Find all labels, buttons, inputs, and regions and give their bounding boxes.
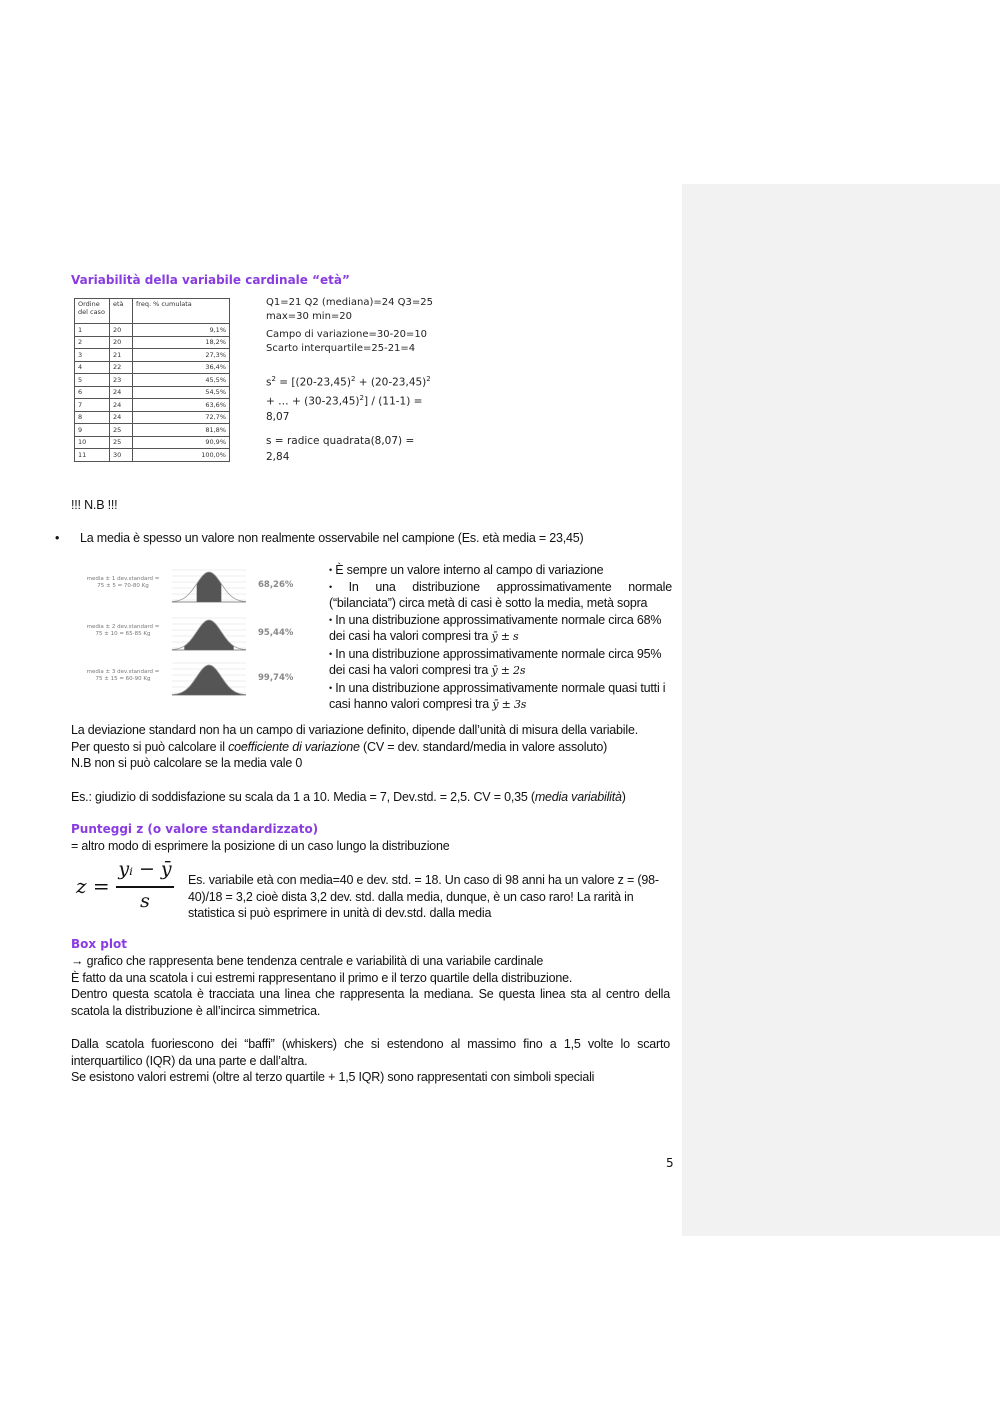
boxplot-paragraph-2 xyxy=(71,1036,670,1086)
table-row xyxy=(75,399,230,412)
table-header-row xyxy=(75,299,230,324)
range-text xyxy=(266,328,427,355)
table-cell: 25 xyxy=(110,436,133,449)
zscore-formula xyxy=(76,858,176,914)
table-row xyxy=(75,361,230,374)
chart-label xyxy=(84,576,162,590)
section-heading-boxplot: Box plot xyxy=(71,937,127,951)
table-row xyxy=(75,424,230,437)
bell-curve-area xyxy=(172,665,246,695)
chart-label-line: media ± 2 dev.standard = xyxy=(86,624,160,630)
section-heading-variability: Variabilità della variabile cardinale “età” xyxy=(71,273,350,287)
table-cell: 18,2% xyxy=(133,336,230,349)
normal-point: • In una distribuzione approssimativamente normale circa 95% dei casi ha valori compresi tra ȳ ± 2s xyxy=(329,646,662,677)
table-cell: 36,4% xyxy=(133,361,230,374)
bullet-mean-text: La media è spesso un valore non realmente osservabile nel campione (Es. età media = 23,45) xyxy=(80,531,584,545)
boxplot-paragraph xyxy=(71,953,670,1019)
table-cell: 72,7% xyxy=(133,411,230,424)
iqr-line: Scarto interquartile=25-21=4 xyxy=(266,342,416,354)
page-number: 5 xyxy=(666,1156,674,1170)
table-header: freq. % cumulata xyxy=(133,299,230,324)
maxmin-line: max=30 min=20 xyxy=(266,310,353,322)
bell-curve-graphic xyxy=(168,566,248,608)
table-row xyxy=(75,449,230,462)
table-cell: 1 xyxy=(75,324,110,337)
table-cell: 54,5% xyxy=(133,386,230,399)
table-cell: 81,8% xyxy=(133,424,230,437)
table-cell: 100,0% xyxy=(133,449,230,462)
table-row xyxy=(75,349,230,362)
normal-point: • È sempre un valore interno al campo di variazione xyxy=(329,563,604,577)
section-heading-zscore: Punteggi z (o valore standardizzato) xyxy=(71,822,319,836)
formula-denominator: s xyxy=(140,890,150,912)
bell-curve-graphic xyxy=(168,614,248,656)
normal-chart xyxy=(84,566,304,612)
table-cell: 11 xyxy=(75,449,110,462)
sd-formula: s = radice quadrata(8,07) = 2,84 xyxy=(266,435,415,463)
comment-pane xyxy=(682,184,1000,1236)
table-cell: 23 xyxy=(110,374,133,387)
table-cell: 2 xyxy=(75,336,110,349)
normal-chart xyxy=(84,614,304,660)
table-cell: 3 xyxy=(75,349,110,362)
quartiles-line: Q1=21 Q2 (mediana)=24 Q3=25 xyxy=(266,297,433,308)
table-cell: 22 xyxy=(110,361,133,374)
table-cell: 5 xyxy=(75,374,110,387)
table-cell: 21 xyxy=(110,349,133,362)
cv-paragraph xyxy=(71,722,681,772)
cv-example: Es.: giudizio di soddisfazione su scala da 1 a 10. Media = 7, Dev.std. = 2,5. CV = 0,35 (media variabilità) xyxy=(71,790,626,804)
table-cell: 9,1% xyxy=(133,324,230,337)
table-row xyxy=(75,336,230,349)
boxplot-line: Dentro questa scatola è tracciata una linea che rappresenta la mediana. Se questa linea sta al centro della scatola la distribuzione è all’incirca simmetrica. xyxy=(71,987,670,1018)
nb-note: !!! N.B !!! xyxy=(71,498,118,512)
table-cell: 24 xyxy=(110,411,133,424)
table-cell: 24 xyxy=(110,386,133,399)
chart-label-line: 75 ± 10 = 65-85 Kg xyxy=(95,631,151,637)
bell-curve-graphic xyxy=(168,659,248,701)
chart-label-line: 75 ± 5 = 70-80 Kg xyxy=(97,583,149,589)
table-row xyxy=(75,374,230,387)
chart-label xyxy=(84,624,162,638)
range-line: Campo di variazione=30-20=10 xyxy=(266,329,428,340)
bell-curve-area xyxy=(184,620,233,650)
table-cell: 27,3% xyxy=(133,349,230,362)
formula-z: z = xyxy=(76,874,110,898)
table-row xyxy=(75,411,230,424)
formula-numerator: yᵢ − ȳ xyxy=(118,858,172,880)
table-cell: 10 xyxy=(75,436,110,449)
chart-label-line: 75 ± 15 = 60-90 Kg xyxy=(95,676,151,682)
table-cell: 8 xyxy=(75,411,110,424)
normal-points xyxy=(329,562,672,714)
table-cell: 90,9% xyxy=(133,436,230,449)
frequency-table xyxy=(74,298,230,462)
zscore-example: Es. variabile età con media=40 e dev. std. = 18. Un caso di 98 anni ha un valore z = (98-40)/18 = 3,2 cioè dista 3,2 dev. std. dalla media, dunque, è un caso raro! La rarità in statistica si può esprimere in unità di dev.std. dalla media xyxy=(188,873,659,920)
chart-label-line: media ± 3 dev.standard = xyxy=(86,669,160,675)
chart-percent: 99,74% xyxy=(258,673,294,683)
normal-point: • In una distribuzione approssimativamente normale circa 68% dei casi ha valori compresi tra ȳ ± s xyxy=(329,612,662,643)
formula-fraction-bar xyxy=(116,886,174,888)
chart-label-line: media ± 1 dev.standard = xyxy=(86,576,160,582)
boxplot-line: Dalla scatola fuoriescono dei “baffi” (whiskers) che si estendono al massimo fino a 1,5 volte lo scarto interquartilico (IQR) da una parte e dall’altra. xyxy=(71,1037,670,1068)
table-cell: 45,5% xyxy=(133,374,230,387)
table-cell: 7 xyxy=(75,399,110,412)
cv-line: N.B non si può calcolare se la media vale 0 xyxy=(71,756,303,770)
boxplot-line: È fatto da una scatola i cui estremi rappresentano il primo e il terzo quartile della distribuzione. xyxy=(71,970,573,985)
zscore-definition: = altro modo di esprimere la posizione di un caso lungo la distribuzione xyxy=(71,839,450,853)
quartiles-text xyxy=(266,296,433,323)
normal-point: • In una distribuzione approssimativamente normale (“bilanciata”) circa metà di casi è sotto la media, metà sopra xyxy=(329,579,672,610)
table-cell: 25 xyxy=(110,424,133,437)
table-cell: 9 xyxy=(75,424,110,437)
chart-percent: 95,44% xyxy=(258,628,294,638)
boxplot-line: Se esistono valori estremi (oltre al terzo quartile + 1,5 IQR) sono rappresentati con simboli speciali xyxy=(71,1070,595,1084)
normal-point: • In una distribuzione approssimativamente normale quasi tutti i casi hanno valori compresi tra ȳ ± 3s xyxy=(329,680,666,711)
table-cell: 6 xyxy=(75,386,110,399)
table-header: età xyxy=(110,299,133,324)
normal-chart xyxy=(84,659,304,705)
table-cell: 30 xyxy=(110,449,133,462)
boxplot-line: → grafico che rappresenta bene tendenza centrale e variabilità di una variabile cardinale xyxy=(71,954,544,968)
bullet-dot-icon: • xyxy=(55,531,60,545)
table-cell: 63,6% xyxy=(133,399,230,412)
table-row xyxy=(75,324,230,337)
variance-formula: $s^2 = [(20-23,45)^2 + (20-23,45)^2$ + … + $(30-23,45)^2] / (11-1)$ = 8,07 xyxy=(266,375,431,423)
table-header: Ordine del caso xyxy=(75,299,110,324)
table-row xyxy=(75,436,230,449)
table-cell: 20 xyxy=(110,336,133,349)
chart-percent: 68,26% xyxy=(258,580,294,590)
table-cell: 20 xyxy=(110,324,133,337)
table-cell: 4 xyxy=(75,361,110,374)
table-cell: 24 xyxy=(110,399,133,412)
table-row xyxy=(75,386,230,399)
bell-curve-area xyxy=(197,572,222,602)
chart-label xyxy=(84,669,162,683)
cv-line: Per questo si può calcolare il coefficiente di variazione (CV = dev. standard/media in valore assoluto) xyxy=(71,739,608,754)
cv-line: La deviazione standard non ha un campo di variazione definito, dipende dall’unità di misura della variabile. xyxy=(71,723,638,737)
